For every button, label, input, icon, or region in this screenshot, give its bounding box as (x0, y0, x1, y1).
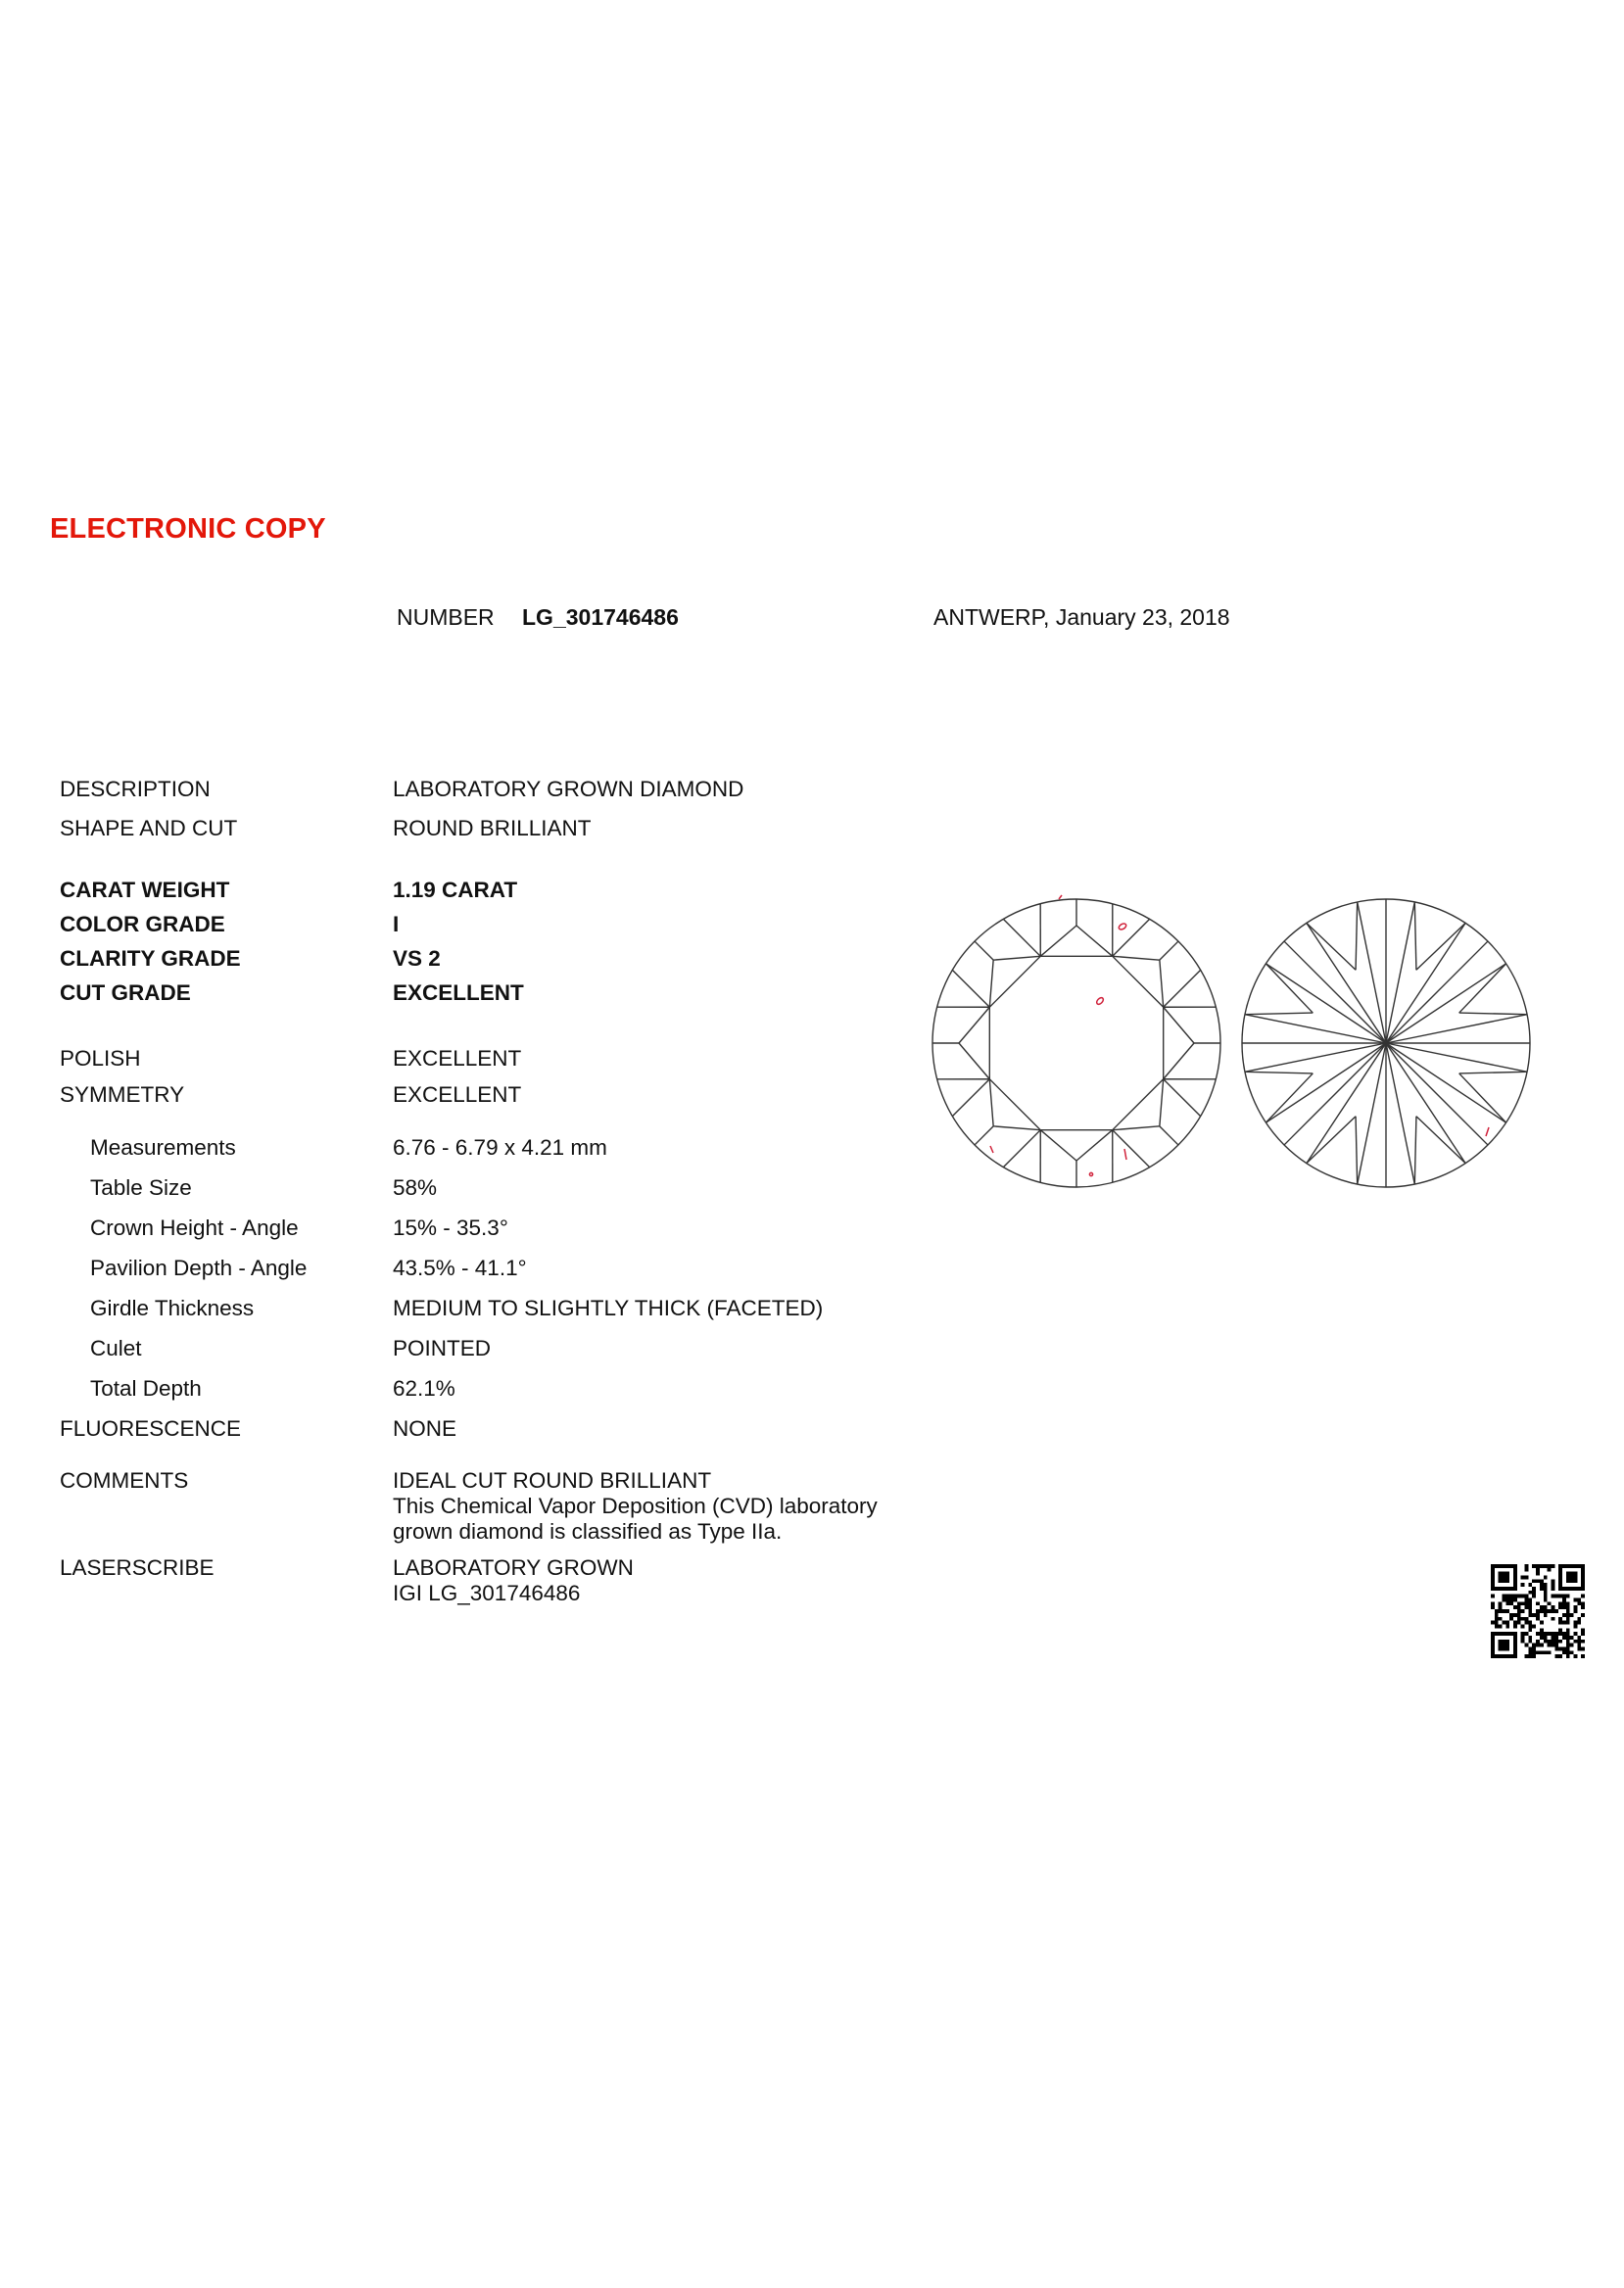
row-value-clarity: VS 2 (393, 946, 441, 971)
inclusion-mark (1124, 1149, 1126, 1160)
row-value-description: LABORATORY GROWN DIAMOND (393, 777, 744, 801)
row-label-cut: CUT GRADE (60, 980, 191, 1005)
row-label-total-depth: Total Depth (90, 1376, 202, 1401)
row-label-crown: Crown Height - Angle (90, 1216, 299, 1240)
electronic-copy-title: ELECTRONIC COPY (50, 513, 326, 545)
number-label: NUMBER (397, 604, 495, 630)
laserscribe-line: IGI LG_301746486 (393, 1581, 581, 1605)
inclusion-mark (990, 1146, 993, 1153)
row-value-symmetry: EXCELLENT (393, 1082, 522, 1107)
row-label-table-size: Table Size (90, 1175, 192, 1200)
row-label-polish: POLISH (60, 1046, 141, 1071)
row-value-crown: 15% - 35.3° (393, 1216, 508, 1240)
row-label-measurements: Measurements (90, 1135, 236, 1160)
row-value-girdle: MEDIUM TO SLIGHTLY THICK (FACETED) (393, 1296, 824, 1320)
inclusion-marks (990, 895, 1489, 1176)
row-value-carat: 1.19 CARAT (393, 878, 518, 902)
row-label-shape: SHAPE AND CUT (60, 816, 238, 840)
row-value-color: I (393, 912, 400, 936)
row-label-color: COLOR GRADE (60, 912, 225, 936)
row-value-culet: POINTED (393, 1336, 492, 1360)
row-value-polish: EXCELLENT (393, 1046, 522, 1071)
row-label-fluorescence: FLUORESCENCE (60, 1416, 242, 1441)
row-value-total-depth: 62.1% (393, 1376, 455, 1401)
clarity-plot-crown-diagram (932, 899, 1220, 1187)
inclusion-mark (1059, 895, 1062, 899)
comments-label: COMMENTS (60, 1468, 189, 1493)
row-label-symmetry: SYMMETRY (60, 1082, 185, 1107)
comments-line: grown diamond is classified as Type IIa. (393, 1519, 783, 1544)
laserscribe-text (393, 1555, 634, 1606)
inclusion-mark (1118, 923, 1126, 930)
comments-text (393, 1468, 878, 1545)
report-number: LG_301746486 (522, 604, 679, 630)
row-value-fluorescence: NONE (393, 1416, 457, 1441)
qr-code-icon (1491, 1564, 1585, 1658)
row-value-pavilion: 43.5% - 41.1° (393, 1256, 527, 1280)
laserscribe-label: LASERSCRIBE (60, 1555, 215, 1580)
clarity-plot-pavilion-diagram (1242, 899, 1530, 1187)
clarity-plot (926, 886, 1543, 1200)
row-label-carat: CARAT WEIGHT (60, 878, 230, 902)
row-label-pavilion: Pavilion Depth - Angle (90, 1256, 308, 1280)
inclusion-mark (1089, 1172, 1092, 1175)
row-value-measurements: 6.76 - 6.79 x 4.21 mm (393, 1135, 607, 1160)
row-label-girdle: Girdle Thickness (90, 1296, 255, 1320)
row-label-culet: Culet (90, 1336, 142, 1360)
inclusion-mark (1095, 996, 1104, 1005)
inclusion-mark (1486, 1127, 1489, 1136)
place-and-date: ANTWERP, January 23, 2018 (933, 604, 1230, 630)
comments-line: IDEAL CUT ROUND BRILLIANT (393, 1468, 712, 1493)
row-value-shape: ROUND BRILLIANT (393, 816, 592, 840)
laserscribe-line: LABORATORY GROWN (393, 1555, 634, 1580)
row-value-cut: EXCELLENT (393, 980, 524, 1005)
row-label-clarity: CLARITY GRADE (60, 946, 241, 971)
row-label-description: DESCRIPTION (60, 777, 211, 801)
row-value-table-size: 58% (393, 1175, 438, 1200)
comments-line: This Chemical Vapor Deposition (CVD) laboratory (393, 1494, 878, 1518)
